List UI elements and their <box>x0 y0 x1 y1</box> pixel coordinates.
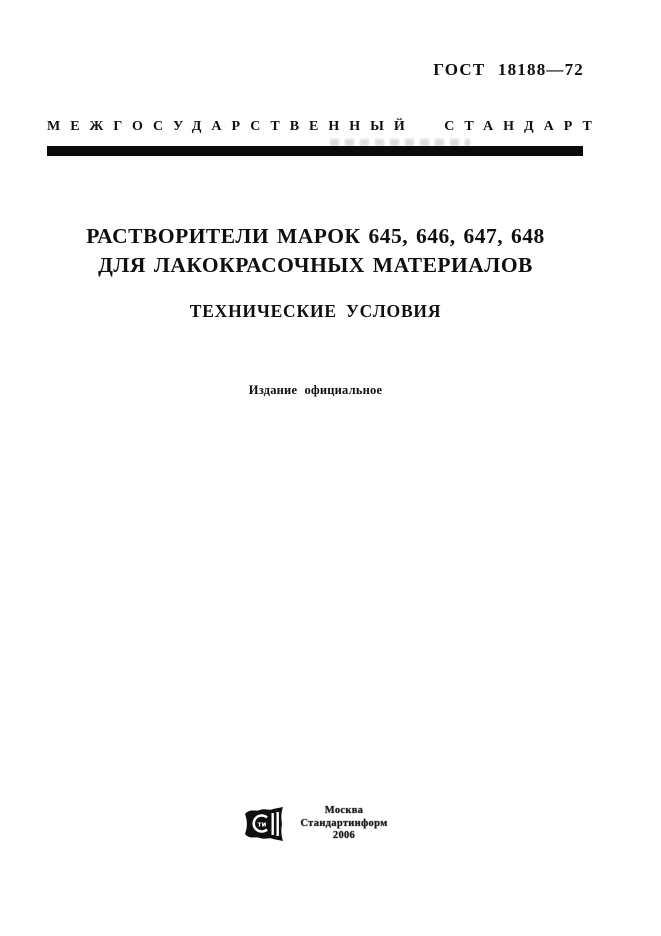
document-title <box>47 222 584 280</box>
scan-artifact-smudge <box>330 139 470 146</box>
banner-rule <box>47 146 583 156</box>
imprint-city: Москва <box>324 805 364 816</box>
standartinform-emblem-icon <box>243 806 285 842</box>
document-subtitle: ТЕХНИЧЕСКИЕ УСЛОВИЯ <box>189 301 442 321</box>
document-title-line-1: РАСТВОРИТЕЛИ МАРОК 645, 646, 647, 648 <box>86 224 545 248</box>
imprint-block <box>47 805 584 843</box>
category-banner: МЕЖГОСУДАРСТВЕННЫЙ СТАНДАРТ <box>47 119 602 134</box>
imprint-text <box>300 805 387 843</box>
imprint-year: 2006 <box>332 830 356 841</box>
document-title-line-2: ДЛЯ ЛАКОКРАСОЧНЫХ МАТЕРИАЛОВ <box>98 253 533 277</box>
imprint-publisher: Стандартинформ <box>300 817 388 829</box>
edition-note: Издание официальное <box>248 383 383 397</box>
svg-text:ти: ти <box>257 820 267 829</box>
standard-number: ГОСТ 18188—72 <box>433 60 584 79</box>
